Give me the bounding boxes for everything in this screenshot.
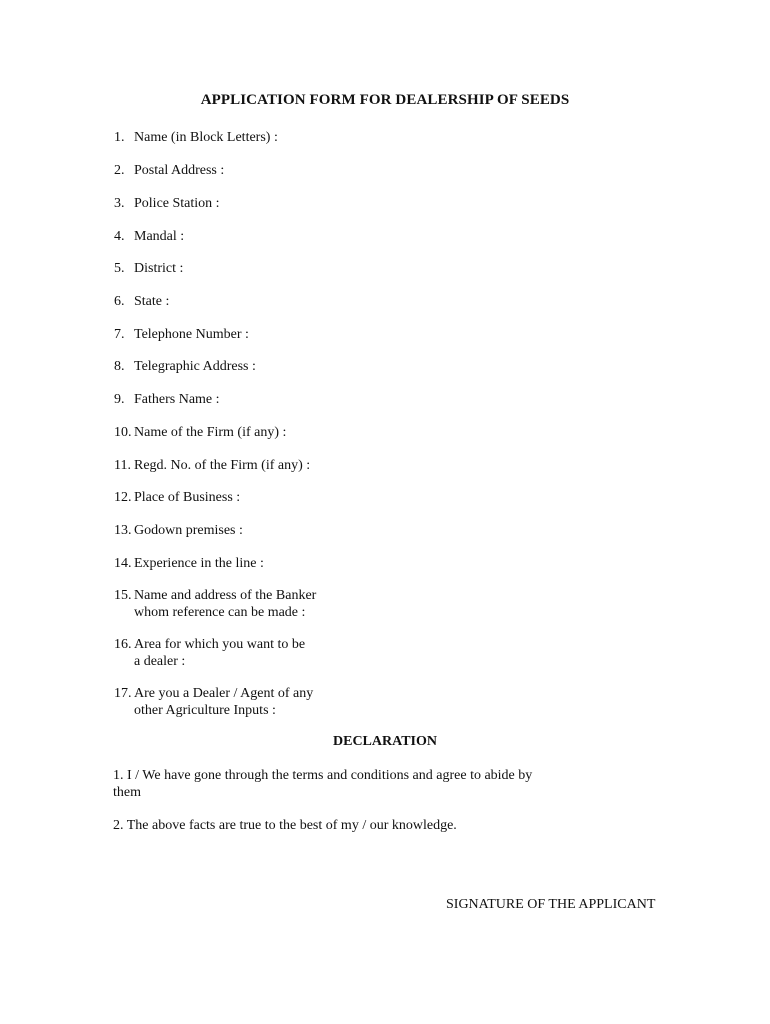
item-banker	[114, 587, 316, 621]
item-number: 2.	[114, 163, 125, 178]
item-label: Are you a Dealer / Agent of any	[134, 686, 314, 701]
item-number: 7.	[114, 327, 125, 342]
item-label: Fathers Name :	[134, 392, 220, 407]
item-number: 14.	[114, 556, 132, 571]
item-firm-regd-no	[114, 457, 310, 474]
signature-label: SIGNATURE OF THE APPLICANT	[446, 897, 656, 912]
item-label: Regd. No. of the Firm (if any) :	[134, 458, 311, 473]
item-telegraphic-address	[114, 358, 256, 375]
declaration-line-2: 2. The above facts are true to the best of my / our knowledge.	[113, 818, 457, 833]
item-number: 13.	[114, 523, 132, 538]
item-label: Godown premises :	[134, 523, 243, 538]
declaration-heading: DECLARATION	[333, 734, 437, 749]
item-number: 11.	[114, 458, 131, 473]
item-number: 17.	[114, 686, 132, 701]
item-number: 3.	[114, 196, 125, 211]
item-label: Place of Business :	[134, 490, 241, 505]
item-label: Experience in the line :	[134, 556, 264, 571]
item-number: 4.	[114, 229, 125, 244]
item-dealer-agent	[114, 685, 313, 719]
item-firm-name	[114, 424, 286, 441]
item-label: Name (in Block Letters) :	[134, 130, 278, 145]
item-number: 16.	[114, 637, 132, 652]
item-label: Telegraphic Address :	[134, 359, 256, 374]
item-label: Area for which you want to be	[134, 637, 306, 652]
item-label: Name and address of the Banker	[134, 588, 317, 603]
item-label-continuation: other Agriculture Inputs :	[134, 703, 276, 718]
item-name	[114, 129, 278, 146]
item-label: Police Station :	[134, 196, 220, 211]
item-number: 9.	[114, 392, 125, 407]
item-dealer-area	[114, 636, 305, 670]
item-label: District :	[134, 261, 184, 276]
item-police-station	[114, 195, 220, 212]
item-experience	[114, 555, 264, 572]
item-label: Name of the Firm (if any) :	[134, 425, 287, 440]
item-number: 1.	[114, 130, 125, 145]
declaration-line-1: 1. I / We have gone through the terms and conditions and agree to abide by them	[113, 768, 533, 800]
item-number: 8.	[114, 359, 125, 374]
item-number: 5.	[114, 261, 125, 276]
item-number: 6.	[114, 294, 125, 309]
item-postal-address	[114, 162, 224, 179]
item-label: State :	[134, 294, 170, 309]
item-label: Telephone Number :	[134, 327, 249, 342]
item-mandal	[114, 228, 184, 245]
item-label-continuation: a dealer :	[134, 654, 186, 669]
item-label: Mandal :	[134, 229, 185, 244]
item-number: 15.	[114, 588, 132, 603]
item-district	[114, 260, 183, 277]
form-title: APPLICATION FORM FOR DEALERSHIP OF SEEDS	[200, 92, 570, 108]
item-godown-premises	[114, 522, 243, 539]
item-state	[114, 293, 169, 310]
item-place-of-business	[114, 489, 240, 506]
item-telephone	[114, 326, 249, 343]
item-label: Postal Address :	[134, 163, 225, 178]
item-fathers-name	[114, 391, 220, 408]
item-label-continuation: whom reference can be made :	[134, 605, 306, 620]
item-number: 12.	[114, 490, 132, 505]
item-number: 10.	[114, 425, 132, 440]
